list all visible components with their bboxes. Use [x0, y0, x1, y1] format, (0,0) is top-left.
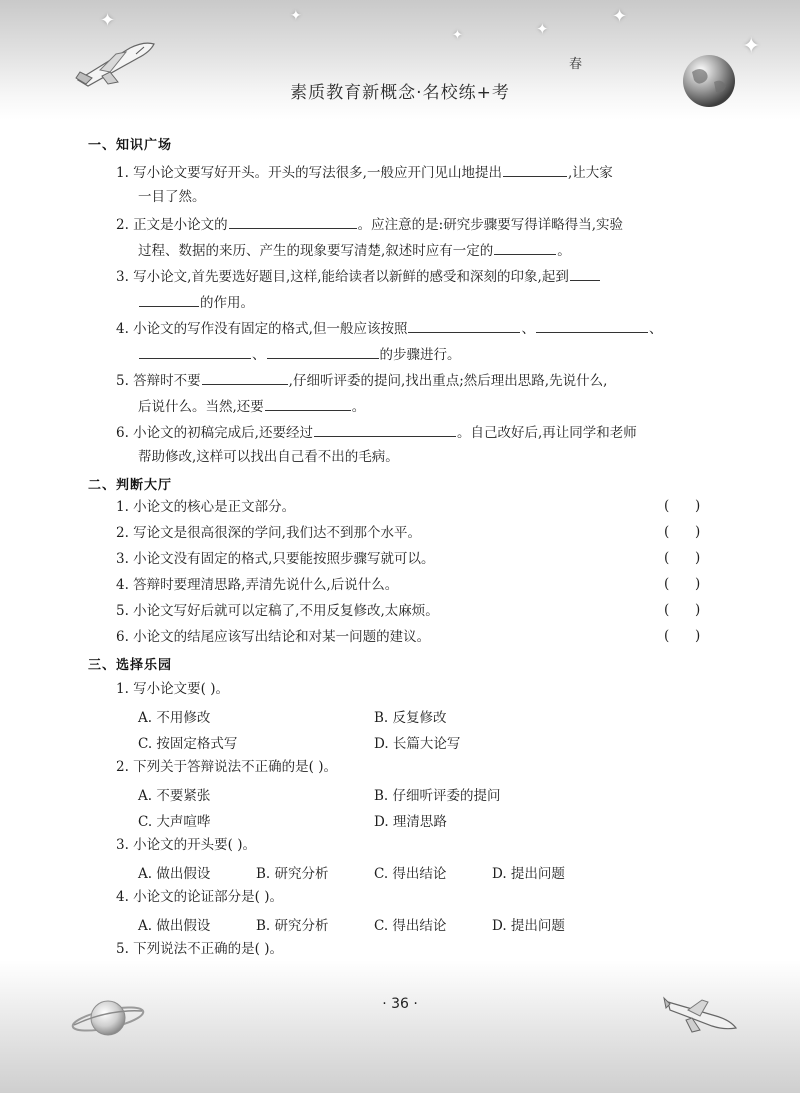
answer-blank[interactable] — [314, 422, 456, 437]
choice-option[interactable]: D. 长篇大论写 — [374, 736, 461, 752]
question-text: 的步骤进行。 — [379, 347, 461, 363]
section-title-judgment: 二、判断大厅 — [88, 478, 173, 493]
choice-question-4: 4. 小论文的论证部分是( )。 — [116, 889, 283, 905]
answer-blank[interactable] — [139, 292, 199, 307]
question-text: 。自己改好后,再让同学和老师 — [456, 425, 637, 441]
question-text: ,让大家 — [567, 165, 613, 181]
answer-blank[interactable] — [570, 266, 600, 281]
question-text: 。应注意的是:研究步骤要写得详略得当,实验 — [357, 217, 624, 233]
question-text: 过程、数据的来历、产生的现象要写清楚,叙述时应有一定的 — [138, 243, 494, 259]
question-text: 6. 小论文的初稿完成后,还要经过 — [116, 425, 313, 441]
answer-parentheses[interactable]: ( ) — [664, 524, 701, 540]
star-icon: ✦ — [742, 34, 761, 59]
judge-item-1: 1. 小论文的核心是正文部分。 — [116, 499, 296, 515]
question-text: 1. 写小论文要写好开头。开头的写法很多,一般应开门见山地提出 — [116, 165, 502, 181]
season-label: 春 — [569, 57, 583, 72]
section-title-knowledge: 一、知识广场 — [88, 138, 173, 153]
answer-parentheses[interactable]: ( ) — [664, 602, 701, 618]
fill-question-3-cont — [138, 292, 254, 312]
judge-item-4: 4. 答辩时要理清思路,弄清先说什么,后说什么。 — [116, 577, 399, 593]
choice-option[interactable]: A. 不要紧张 — [138, 788, 211, 804]
answer-parentheses[interactable]: ( ) — [664, 628, 701, 644]
page-header-title: 素质教育新概念·名校练+考 — [290, 83, 510, 103]
answer-blank[interactable] — [265, 396, 351, 411]
separator: 、 — [648, 321, 663, 337]
fill-question-2-cont — [138, 240, 571, 260]
fill-question-5-cont — [138, 396, 365, 416]
answer-parentheses[interactable]: ( ) — [664, 550, 701, 566]
answer-parentheses[interactable]: ( ) — [664, 576, 701, 592]
choice-option[interactable]: B. 研究分析 — [256, 866, 329, 882]
fill-question-1-cont: 一目了然。 — [138, 189, 206, 205]
question-text: 5. 答辩时不要 — [116, 373, 201, 389]
question-text: 2. 正文是小论文的 — [116, 217, 228, 233]
choice-option[interactable]: D. 提出问题 — [492, 918, 565, 934]
star-icon: ✦ — [612, 6, 628, 27]
choice-option[interactable]: C. 按固定格式写 — [138, 736, 238, 752]
separator: 、 — [521, 321, 535, 337]
separator: 、 — [252, 347, 266, 363]
globe-icon — [680, 52, 738, 110]
answer-parentheses[interactable]: ( ) — [664, 498, 701, 514]
judge-item-3: 3. 小论文没有固定的格式,只要能按照步骤写就可以。 — [116, 551, 435, 567]
answer-blank[interactable] — [408, 318, 520, 333]
fill-question-1 — [116, 162, 613, 182]
answer-blank[interactable] — [139, 344, 251, 359]
fill-question-4 — [116, 318, 662, 338]
question-text: 4. 小论文的写作没有固定的格式,但一般应该按照 — [116, 321, 408, 337]
choice-option[interactable]: C. 得出结论 — [374, 918, 447, 934]
judge-item-2: 2. 写论文是很高很深的学问,我们达不到那个水平。 — [116, 525, 421, 541]
choice-question-5: 5. 下列说法不正确的是( )。 — [116, 941, 283, 957]
space-shuttle-icon — [662, 990, 742, 1040]
page-number: · 36 · — [382, 996, 418, 1012]
fill-question-3 — [116, 266, 601, 286]
star-icon: ✦ — [290, 8, 302, 24]
question-text: 后说什么。当然,还要 — [138, 399, 264, 415]
fill-question-4-cont — [138, 344, 461, 364]
choice-option[interactable]: B. 研究分析 — [256, 918, 329, 934]
answer-blank[interactable] — [267, 344, 379, 359]
choice-option[interactable]: C. 得出结论 — [374, 866, 447, 882]
answer-blank[interactable] — [536, 318, 648, 333]
question-text: ,仔细听评委的提问,找出重点;然后理出思路,先说什么, — [288, 373, 608, 389]
choice-option[interactable]: B. 反复修改 — [374, 710, 447, 726]
choice-option[interactable]: D. 理清思路 — [374, 814, 447, 830]
choice-option[interactable]: C. 大声喧哗 — [138, 814, 211, 830]
question-text: 。 — [351, 399, 366, 415]
star-icon: ✦ — [100, 10, 116, 31]
question-text: 。 — [557, 243, 571, 259]
choice-question-1: 1. 写小论文要( )。 — [116, 681, 229, 697]
choice-option[interactable]: A. 做出假设 — [138, 866, 211, 882]
fill-question-6 — [116, 422, 637, 442]
choice-option[interactable]: A. 不用修改 — [138, 710, 211, 726]
judge-item-5: 5. 小论文写好后就可以定稿了,不用反复修改,太麻烦。 — [116, 603, 439, 619]
fill-question-6-cont: 帮助修改,这样可以找出自己看不出的毛病。 — [138, 449, 399, 465]
section-title-choice: 三、选择乐园 — [88, 658, 173, 673]
judge-item-6: 6. 小论文的结尾应该写出结论和对某一问题的建议。 — [116, 629, 431, 645]
choice-option[interactable]: A. 做出假设 — [138, 918, 211, 934]
choice-option[interactable]: D. 提出问题 — [492, 866, 565, 882]
fill-question-5 — [116, 370, 607, 390]
question-text: 3. 写小论文,首先要选好题目,这样,能给读者以新鲜的感受和深刻的印象,起到 — [116, 269, 569, 285]
answer-blank[interactable] — [503, 162, 567, 177]
answer-blank[interactable] — [494, 240, 556, 255]
choice-option[interactable]: B. 仔细听评委的提问 — [374, 788, 501, 804]
star-icon: ✦ — [452, 28, 463, 43]
answer-blank[interactable] — [229, 214, 357, 229]
star-icon: ✦ — [536, 20, 549, 38]
choice-question-3: 3. 小论文的开头要( )。 — [116, 837, 256, 853]
question-text: 的作用。 — [200, 295, 254, 311]
fill-question-2 — [116, 214, 623, 234]
choice-question-2: 2. 下列关于答辩说法不正确的是( )。 — [116, 759, 337, 775]
answer-blank[interactable] — [202, 370, 288, 385]
